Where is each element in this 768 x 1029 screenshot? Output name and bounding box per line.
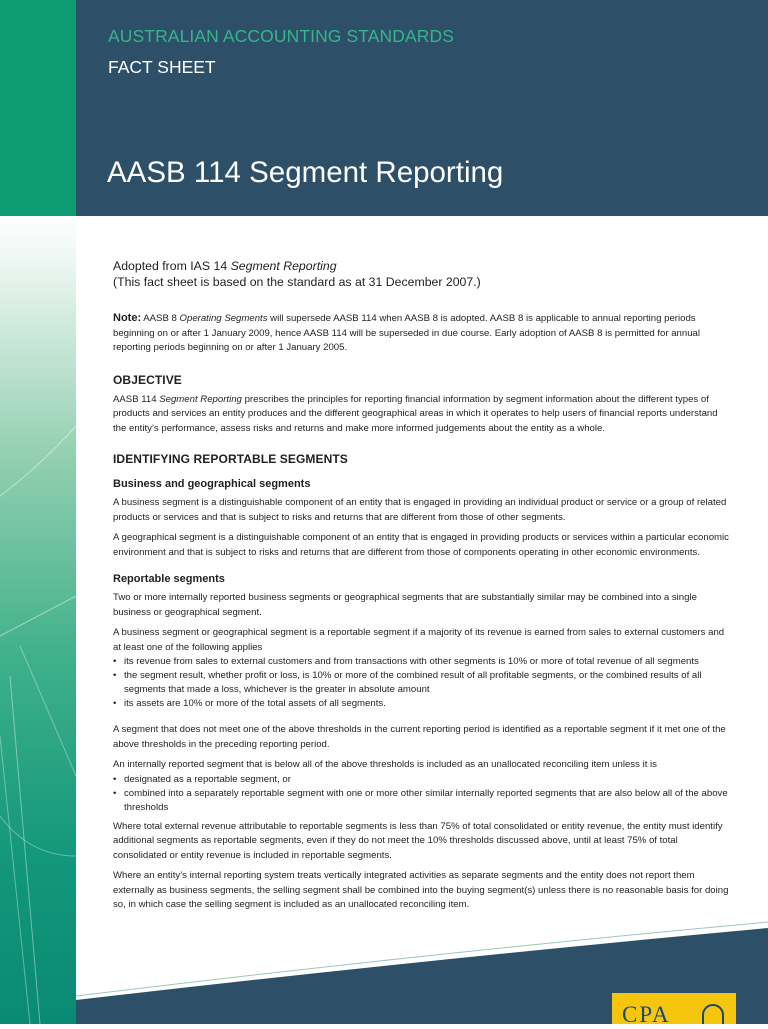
note-paragraph: [113, 311, 729, 356]
business-segment-paragraph: A business segment is a distinguishable component of an entity that is engaged in providing an individual product or service or a group of related products or services and that is subject to risks and returns that are different from those of other segments.: [113, 497, 727, 523]
note-pre: AASB 8: [141, 313, 180, 324]
reportable-segments-heading: Reportable segments: [113, 573, 225, 585]
main-content: [113, 258, 729, 913]
reportable-p5: Where total external revenue attributable to reportable segments is less than 75% of total consolidated or entity revenue, the entity must identify additional segments as reportable segments, even if they do not meet the 10% thresholds discussed above, until at least 75% of total consolidated or entity revenue is included in reportable segments.: [113, 820, 723, 861]
logo-text: CPA: [622, 1002, 671, 1024]
list-item: • designated as a reportable segment, or: [113, 773, 729, 787]
note-rest: will supersede AASB 114 when AASB 8 is adopted. AASB 8 is applicable to annual reporting periods beginning on or after 1 January 2009, hence AASB 114 will be superseded in due course. Early adoption of AASB 8 is permitted for annual reporting periods beginning on or after 1 January 2005.: [113, 313, 701, 353]
objective-heading: OBJECTIVE: [113, 372, 182, 387]
note-italic: Operating Segments: [179, 313, 268, 324]
objective-pre: AASB 114: [113, 393, 160, 405]
cpa-logo: [612, 993, 736, 1024]
threshold-list: [113, 655, 729, 711]
objective-rest: prescribes the principles for reporting financial information by segment information about the different types of products and services an entity produces and the different geographical areas in which it operates to help users of financial reports understand the entity’s performance, assess risks and returns and make more informed judgements about the entity as a whole.: [113, 393, 718, 434]
reportable-p3: A segment that does not meet one of the above thresholds in the current reporting period is identified as a reportable segment if it met one of the above thresholds in the preceding reporting period.: [113, 724, 726, 750]
intro-standard-name: Segment Reporting: [230, 259, 337, 273]
left-decorative-band: [0, 216, 76, 1024]
document-type: FACT SHEET: [108, 57, 216, 77]
reportable-p6: Where an entity’s internal reporting system treats vertically integrated activities as separate segments and the entity does not report them externally as business segments, the selling segment shall be combined into the buying segment(s) unless there is no reasonable basis for doing so, in which case the selling segment is included as an unallocated reconciling item.: [113, 870, 729, 910]
series-title: AUSTRALIAN ACCOUNTING STANDARDS: [108, 26, 455, 46]
intro-prefix: Adopted from IAS 14: [113, 259, 231, 273]
page-title: AASB 114 Segment Reporting: [107, 156, 504, 189]
intro-line-2: (This fact sheet is based on the standard as at 31 December 2007.): [113, 275, 481, 289]
decorative-gradient: [0, 216, 76, 1024]
header-green-strip: [0, 0, 76, 216]
list-item: • its revenue from sales to external customers and from transactions with other segments is 10% or more of total revenue of all segments: [113, 655, 729, 669]
list-item: • its assets are 10% or more of the total assets of all segments.: [113, 697, 729, 711]
reportable-p4: An internally reported segment that is below all of the above thresholds is included as an unallocated reconciling item unless it is: [113, 759, 657, 770]
reportable-p1: Two or more internally reported business segments or geographical segments that are substantially similar may be combined into a single business or geographical segment.: [113, 592, 697, 618]
header-banner: [0, 0, 768, 216]
note-label: Note:: [113, 312, 142, 324]
intro-line-1: [113, 258, 729, 274]
reportable-p2: A business segment or geographical segment is a reportable segment if a majority of its revenue is earned from sales to external customers and at least one of the following applies: [113, 627, 725, 653]
identifying-heading: IDENTIFYING REPORTABLE SEGMENTS: [113, 452, 348, 466]
geographical-segment-paragraph: A geographical segment is a distinguishable component of an entity that is engaged in providing products or services within a particular economic environment and that is subject to risks and returns that are different from those of components operating in other economic environments.: [113, 532, 729, 558]
intro-block: [113, 258, 729, 290]
objective-italic: Segment Reporting: [159, 393, 242, 405]
objective-paragraph: [113, 393, 729, 437]
list-item: • the segment result, whether profit or loss, is 10% or more of the combined result of all profitable segments, or the combined results of all segments that made a loss, whichever is the greater in absolute amount: [113, 669, 729, 697]
business-geo-heading: Business and geographical segments: [113, 478, 311, 490]
crest-icon: [702, 1004, 724, 1024]
list-item: • combined into a separately reportable segment with one or more other similar internally reported segments that are also below all of the above thresholds: [113, 787, 729, 815]
unallocated-list: [113, 773, 729, 815]
